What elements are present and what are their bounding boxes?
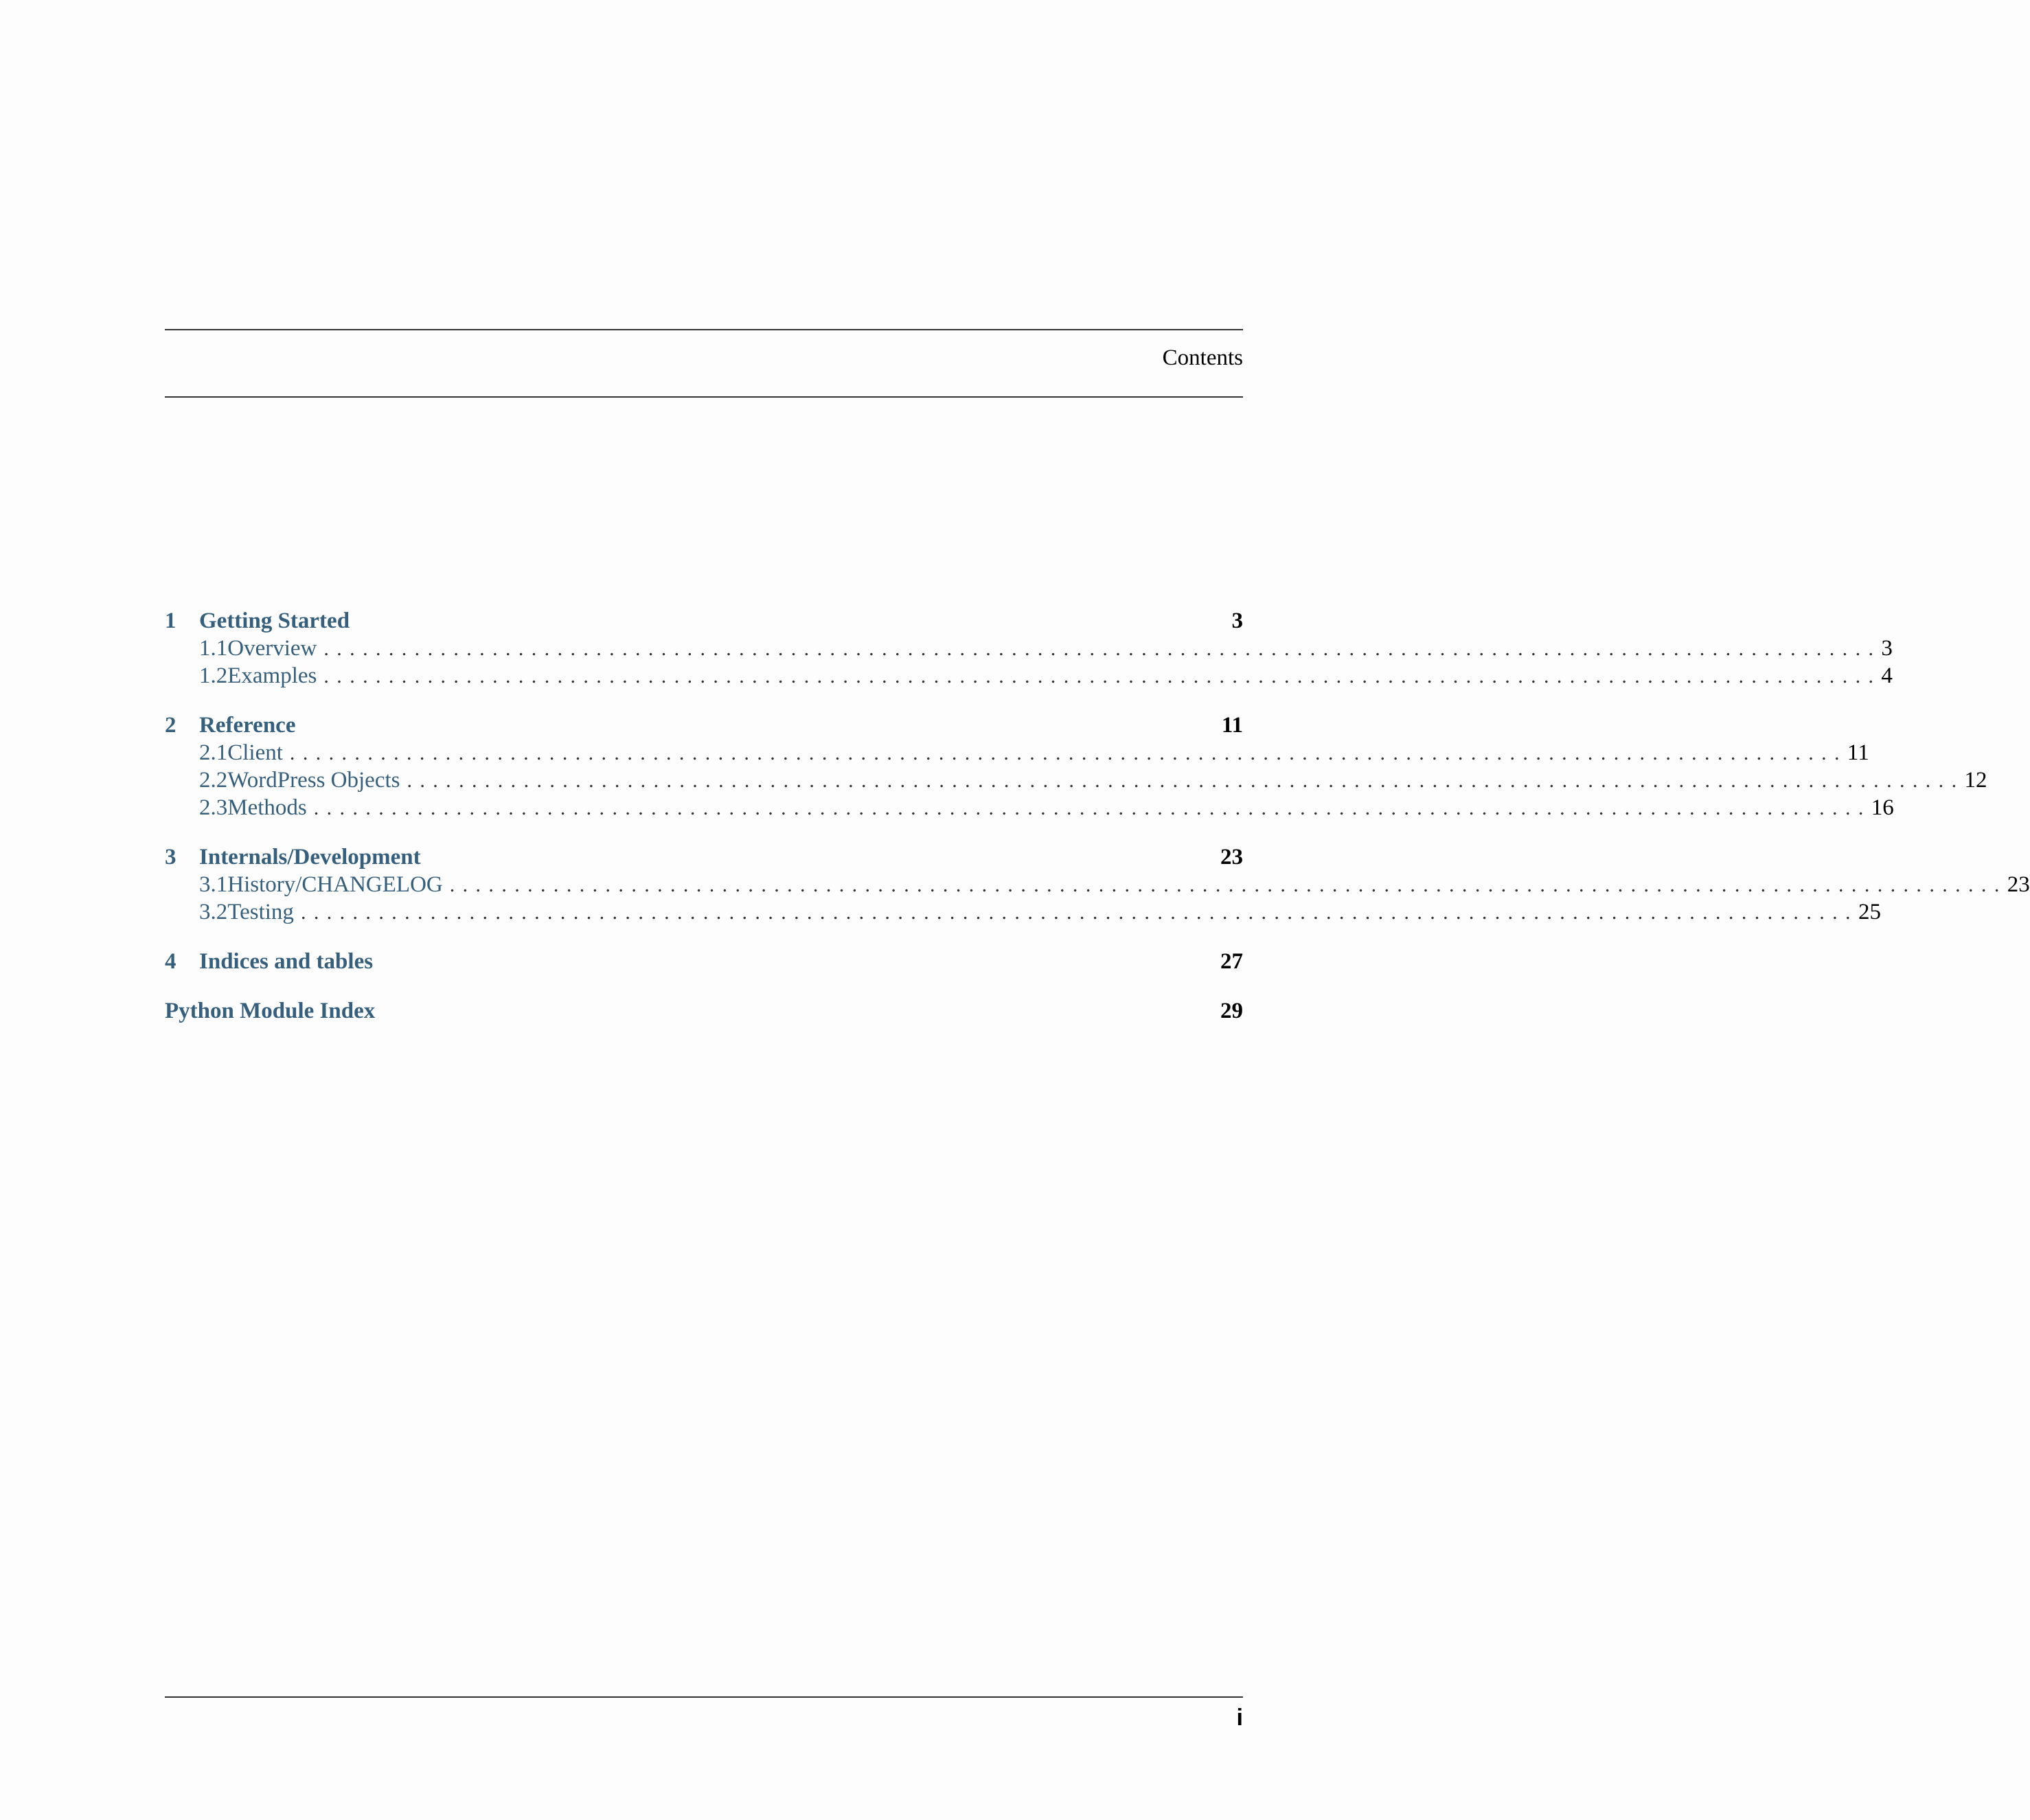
toc-section-3 [165,845,2030,927]
index-page-number: 29 [1220,999,1243,1023]
toc-chapter-reference[interactable] [165,713,1243,740]
chapter-page-number: 27 [1220,949,1243,974]
toc-entry-methods[interactable] [165,795,1894,823]
index-title-link[interactable]: Python Module Index [165,999,376,1023]
entry-number: 3.2 [199,900,228,924]
entry-page-number: 11 [1847,740,1869,765]
entry-number: 2.2 [199,768,228,793]
toc-chapter-indices-and-tables[interactable] [165,949,1243,977]
entry-page-number: 25 [1858,900,1881,924]
dot-leader: ........................................................................................................................ [289,742,1847,764]
header-rule-bottom [165,396,1243,398]
chapter-number: 4 [165,949,176,974]
chapter-number: 3 [165,845,176,869]
chapter-title-link[interactable]: Reference [199,713,296,738]
dot-leader: ........................................................................................................................ [313,797,1871,819]
toc-python-module-index[interactable] [165,999,1243,1026]
dot-leader: ........................................................................................................................ [323,665,1882,687]
toc-entry-client[interactable] [165,740,1869,768]
entry-page-number: 23 [2007,872,2030,897]
entry-title-link[interactable]: Methods [227,795,307,820]
toc-entry-overview[interactable] [165,636,1893,663]
running-header-title: Contents [1162,345,1243,370]
toc-entry-testing[interactable] [165,900,1881,927]
chapter-title-link[interactable]: Internals/Development [199,845,421,869]
page-number: i [1236,1705,1243,1731]
toc-entry-wordpress-objects[interactable] [165,768,1987,795]
entry-title-link[interactable]: History/CHANGELOG [227,872,443,897]
entry-number: 3.1 [199,872,228,897]
dot-leader: ........................................................................................................................ [407,769,1965,792]
entry-page-number: 12 [1964,768,1987,793]
entry-title-link[interactable]: Examples [227,663,317,688]
toc-chapter-getting-started[interactable] [165,608,1243,636]
chapter-title-link[interactable]: Getting Started [199,608,350,633]
dot-leader: ........................................................................................................................ [323,637,1882,660]
chapter-page-number: 23 [1220,845,1243,869]
toc-section-2 [165,713,1987,823]
toc-entry-history-changelog[interactable] [165,872,2030,900]
entry-page-number: 4 [1881,663,1893,688]
chapter-title-link[interactable]: Indices and tables [199,949,374,974]
entry-number: 1.1 [199,636,228,661]
entry-number: 1.2 [199,663,228,688]
chapter-page-number: 3 [1231,608,1243,633]
toc-entry-examples[interactable] [165,663,1893,691]
table-of-contents [165,608,2030,1026]
header-rule-top [165,329,1243,330]
footer-rule [165,1696,1243,1698]
entry-title-link[interactable]: Client [227,740,283,765]
chapter-page-number: 11 [1221,713,1243,738]
toc-chapter-internals-development[interactable] [165,845,1243,872]
dot-leader: ........................................................................................................................ [300,901,1858,924]
entry-title-link[interactable]: Testing [227,900,294,924]
entry-title-link[interactable]: WordPress Objects [227,768,400,793]
entry-page-number: 16 [1871,795,1894,820]
entry-number: 2.3 [199,795,228,820]
toc-section-4 [165,949,1243,977]
chapter-number: 2 [165,713,176,738]
dot-leader: ........................................................................................................................ [449,874,2007,896]
entry-page-number: 3 [1881,636,1893,661]
toc-section-1 [165,608,1893,691]
entry-title-link[interactable]: Overview [227,636,317,661]
entry-number: 2.1 [199,740,228,765]
chapter-number: 1 [165,608,176,633]
